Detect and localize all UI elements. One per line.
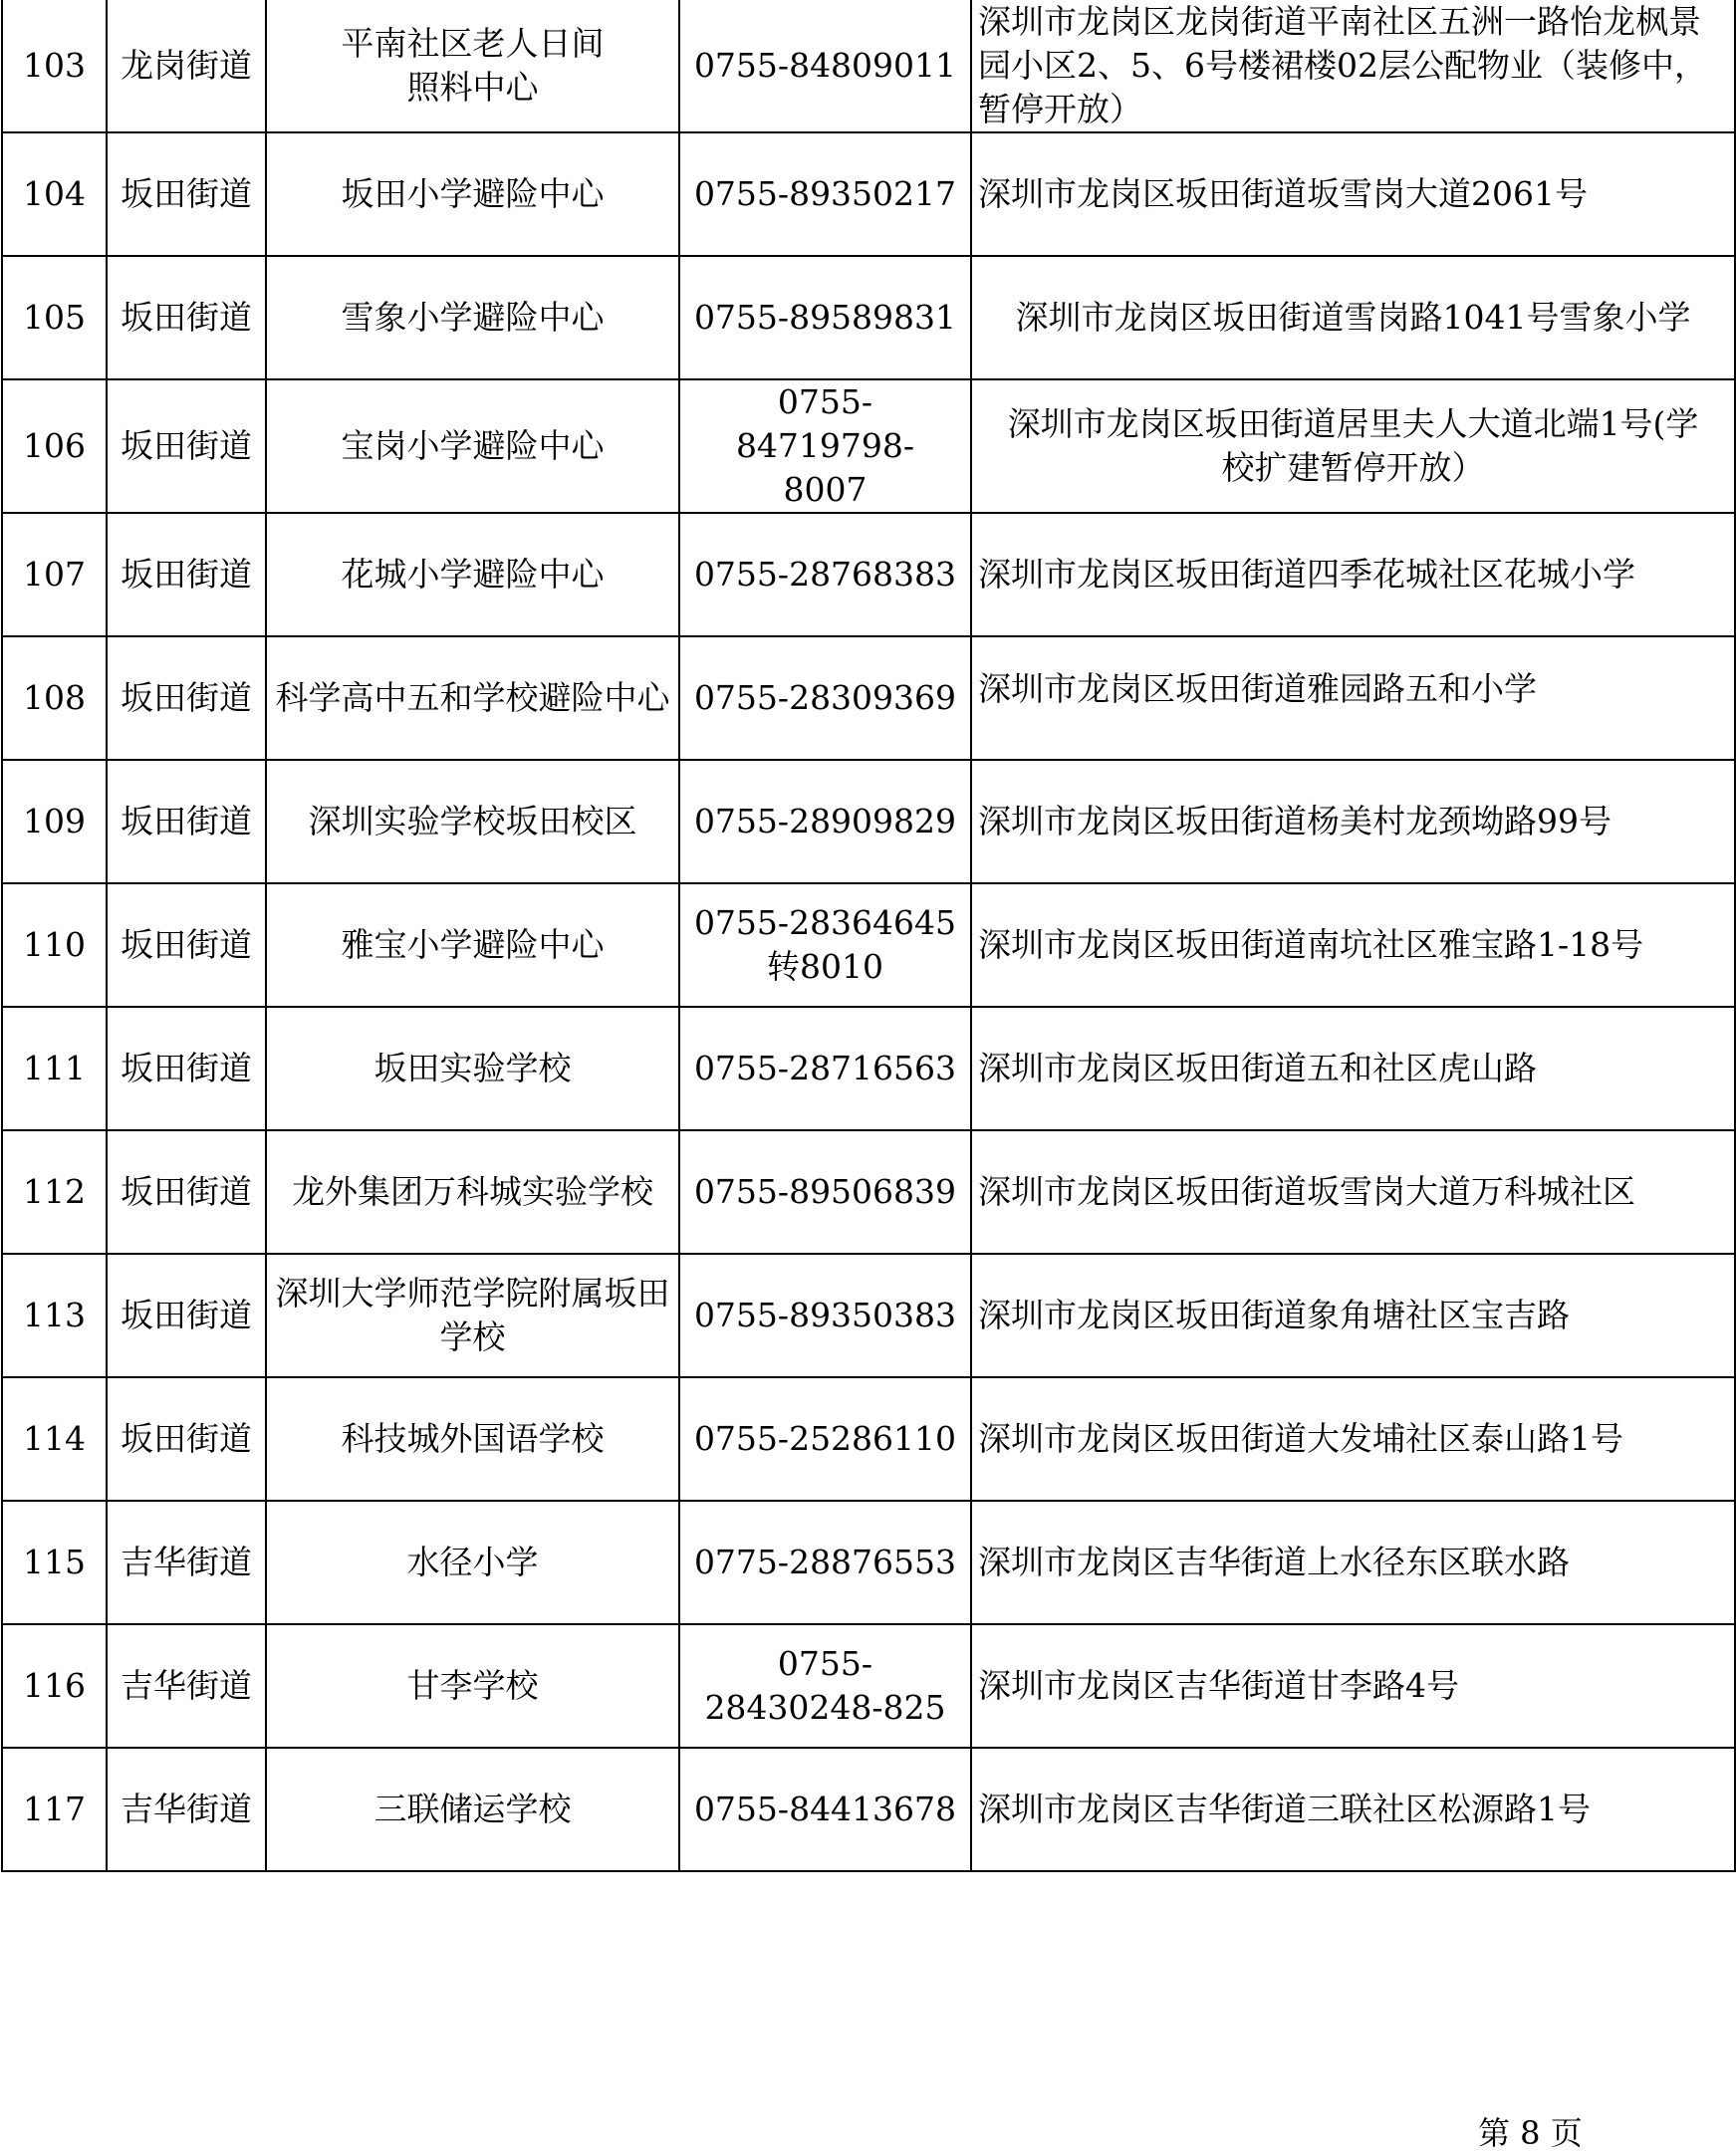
- row-number: 107: [2, 513, 107, 636]
- row-number: 116: [2, 1624, 107, 1748]
- table-row: [2, 0, 1735, 132]
- phone-cell: 0755-89350217: [679, 132, 971, 256]
- shelter-name-cell: 花城小学避险中心: [266, 513, 679, 636]
- shelter-name-cell: 坂田实验学校: [266, 1007, 679, 1130]
- phone-cell: 0755-89506839: [679, 1130, 971, 1254]
- shelter-name-cell: 深圳实验学校坂田校区: [266, 760, 679, 883]
- table-row: [2, 256, 1735, 379]
- page-number: 第 8 页: [1478, 2114, 1583, 2152]
- address-cell: 深圳市龙岗区坂田街道五和社区虎山路: [971, 1007, 1735, 1130]
- address-cell: 深圳市龙岗区吉华街道三联社区松源路1号: [971, 1748, 1735, 1871]
- address-cell: 深圳市龙岗区吉华街道上水径东区联水路: [971, 1501, 1735, 1624]
- street-cell: 吉华街道: [107, 1501, 266, 1624]
- table-row: [2, 1254, 1735, 1377]
- table-row: [2, 379, 1735, 513]
- address-cell: 深圳市龙岗区坂田街道大发埔社区泰山路1号: [971, 1377, 1735, 1501]
- table-row: [2, 1748, 1735, 1871]
- row-number: 106: [2, 379, 107, 513]
- phone-cell: 0755-89350383: [679, 1254, 971, 1377]
- shelter-name-cell: 深圳大学师范学院附属坂田学校: [266, 1254, 679, 1377]
- phone-cell: 0755-28430248-825: [679, 1624, 971, 1748]
- table-row: [2, 883, 1735, 1007]
- table-row: [2, 1007, 1735, 1130]
- row-number: 112: [2, 1130, 107, 1254]
- street-cell: 坂田街道: [107, 1377, 266, 1501]
- shelter-name-cell: 龙外集团万科城实验学校: [266, 1130, 679, 1254]
- row-number: 113: [2, 1254, 107, 1377]
- table-row: [2, 513, 1735, 636]
- row-number: 114: [2, 1377, 107, 1501]
- address-cell: 深圳市龙岗区龙岗街道平南社区五洲一路怡龙枫景园小区2、5、6号楼裙楼02层公配物业（装修中，暂停开放）: [971, 0, 1735, 132]
- street-cell: 坂田街道: [107, 132, 266, 256]
- address-cell: 深圳市龙岗区坂田街道雪岗路1041号雪象小学: [971, 256, 1735, 379]
- row-number: 117: [2, 1748, 107, 1871]
- address-cell: 深圳市龙岗区坂田街道坂雪岗大道2061号: [971, 132, 1735, 256]
- shelter-name-cell: 三联储运学校: [266, 1748, 679, 1871]
- street-cell: 坂田街道: [107, 256, 266, 379]
- shelter-name-cell: 宝岗小学避险中心: [266, 379, 679, 513]
- address-cell: 深圳市龙岗区坂田街道坂雪岗大道万科城社区: [971, 1130, 1735, 1254]
- shelter-name-cell: 平南社区老人日间照料中心: [266, 0, 679, 132]
- table-row: [2, 1501, 1735, 1624]
- phone-cell: 0755-28909829: [679, 760, 971, 883]
- phone-cell: 0755-28364645转8010: [679, 883, 971, 1007]
- table-row: [2, 760, 1735, 883]
- address-cell: 深圳市龙岗区坂田街道象角塘社区宝吉路: [971, 1254, 1735, 1377]
- street-cell: 坂田街道: [107, 379, 266, 513]
- shelter-name-cell: 科技城外国语学校: [266, 1377, 679, 1501]
- street-cell: 坂田街道: [107, 760, 266, 883]
- shelter-name-cell: 雅宝小学避险中心: [266, 883, 679, 1007]
- table-row: [2, 132, 1735, 256]
- shelter-name-cell: 坂田小学避险中心: [266, 132, 679, 256]
- shelter-name-cell: 甘李学校: [266, 1624, 679, 1748]
- address-cell: 深圳市龙岗区坂田街道居里夫人大道北端1号(学校扩建暂停开放）: [971, 379, 1735, 513]
- row-number: 105: [2, 256, 107, 379]
- address-cell: 深圳市龙岗区坂田街道四季花城社区花城小学: [971, 513, 1735, 636]
- table-row: [2, 1130, 1735, 1254]
- shelter-name-cell: 科学高中五和学校避险中心: [266, 636, 679, 760]
- street-cell: 坂田街道: [107, 636, 266, 760]
- street-cell: 坂田街道: [107, 513, 266, 636]
- phone-cell: 0755-84809011: [679, 0, 971, 132]
- street-cell: 龙岗街道: [107, 0, 266, 132]
- phone-cell: 0755-84719798-8007: [679, 379, 971, 513]
- table-row: [2, 1624, 1735, 1748]
- table-row: [2, 1377, 1735, 1501]
- phone-cell: 0755-28768383: [679, 513, 971, 636]
- shelter-name-cell: 水径小学: [266, 1501, 679, 1624]
- row-number: 111: [2, 1007, 107, 1130]
- address-cell: 深圳市龙岗区坂田街道雅园路五和小学: [971, 636, 1735, 760]
- address-cell: 深圳市龙岗区坂田街道杨美村龙颈坳路99号: [971, 760, 1735, 883]
- street-cell: 吉华街道: [107, 1624, 266, 1748]
- phone-cell: 0775-28876553: [679, 1501, 971, 1624]
- row-number: 110: [2, 883, 107, 1007]
- shelter-table: [1, 0, 1736, 1872]
- row-number: 109: [2, 760, 107, 883]
- street-cell: 坂田街道: [107, 1130, 266, 1254]
- phone-cell: 0755-28309369: [679, 636, 971, 760]
- phone-cell: 0755-89589831: [679, 256, 971, 379]
- row-number: 115: [2, 1501, 107, 1624]
- shelter-name-cell: 雪象小学避险中心: [266, 256, 679, 379]
- table-row: [2, 636, 1735, 760]
- row-number: 103: [2, 0, 107, 132]
- address-cell: 深圳市龙岗区坂田街道南坑社区雅宝路1-18号: [971, 883, 1735, 1007]
- street-cell: 吉华街道: [107, 1748, 266, 1871]
- phone-cell: 0755-28716563: [679, 1007, 971, 1130]
- street-cell: 坂田街道: [107, 883, 266, 1007]
- address-cell: 深圳市龙岗区吉华街道甘李路4号: [971, 1624, 1735, 1748]
- row-number: 108: [2, 636, 107, 760]
- row-number: 104: [2, 132, 107, 256]
- street-cell: 坂田街道: [107, 1254, 266, 1377]
- phone-cell: 0755-84413678: [679, 1748, 971, 1871]
- street-cell: 坂田街道: [107, 1007, 266, 1130]
- phone-cell: 0755-25286110: [679, 1377, 971, 1501]
